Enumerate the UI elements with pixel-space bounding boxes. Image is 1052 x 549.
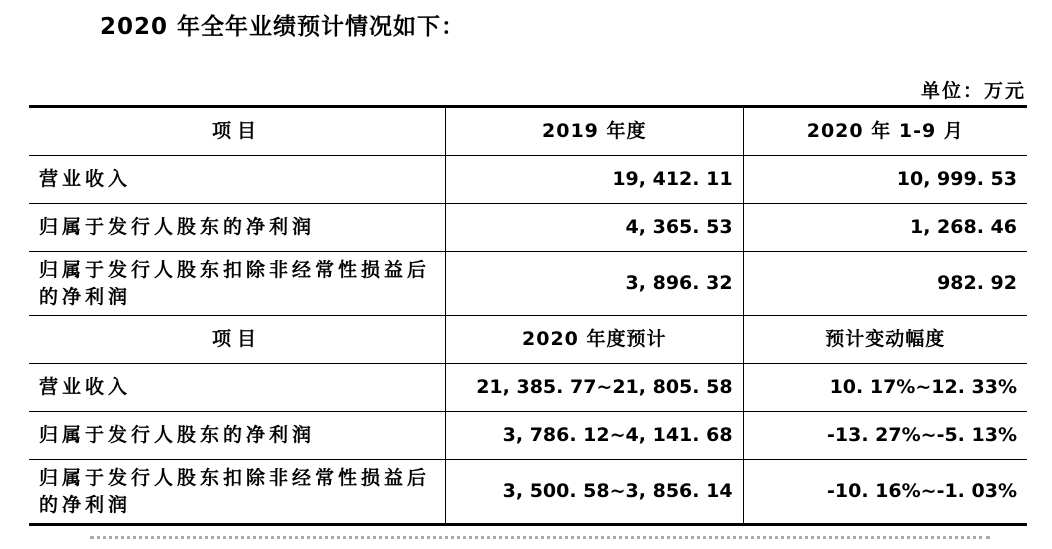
value-cell: -10. 16%~-1. 03% <box>743 460 1027 525</box>
value-cell: 1, 268. 46 <box>743 204 1027 252</box>
cut-off-text-line <box>90 536 990 549</box>
header-cell: 2020 年 1-9 月 <box>743 107 1027 156</box>
table-row <box>29 364 1027 412</box>
item-cell: 归属于发行人股东扣除非经常性损益后的净利润 <box>29 252 445 316</box>
item-cell: 营业收入 <box>29 156 445 204</box>
value-cell: -13. 27%~-5. 13% <box>743 412 1027 460</box>
results-table <box>29 105 1027 526</box>
value-cell: 10. 17%~12. 33% <box>743 364 1027 412</box>
item-cell: 归属于发行人股东的净利润 <box>29 412 445 460</box>
header-cell: 项目 <box>29 107 445 156</box>
header-cell: 2020 年度预计 <box>445 316 743 364</box>
header-cell: 预计变动幅度 <box>743 316 1027 364</box>
value-cell: 19, 412. 11 <box>445 156 743 204</box>
table-row <box>29 204 1027 252</box>
table-row <box>29 412 1027 460</box>
value-cell: 3, 500. 58~3, 856. 14 <box>445 460 743 525</box>
header-cell: 2019 年度 <box>445 107 743 156</box>
value-cell: 982. 92 <box>743 252 1027 316</box>
item-cell: 归属于发行人股东的净利润 <box>29 204 445 252</box>
value-cell: 10, 999. 53 <box>743 156 1027 204</box>
table-header-row <box>29 107 1027 156</box>
table-row <box>29 156 1027 204</box>
page-heading: 2020 年全年业绩预计情况如下： <box>100 14 466 40</box>
header-cell: 项目 <box>29 316 445 364</box>
value-cell: 3, 896. 32 <box>445 252 743 316</box>
value-cell: 3, 786. 12~4, 141. 68 <box>445 412 743 460</box>
value-cell: 21, 385. 77~21, 805. 58 <box>445 364 743 412</box>
item-cell: 归属于发行人股东扣除非经常性损益后的净利润 <box>29 460 445 525</box>
value-cell: 4, 365. 53 <box>445 204 743 252</box>
table-row <box>29 252 1027 316</box>
item-cell: 营业收入 <box>29 364 445 412</box>
table-row <box>29 460 1027 525</box>
table-header-row <box>29 316 1027 364</box>
unit-label: 单位：万元 <box>920 80 1026 102</box>
